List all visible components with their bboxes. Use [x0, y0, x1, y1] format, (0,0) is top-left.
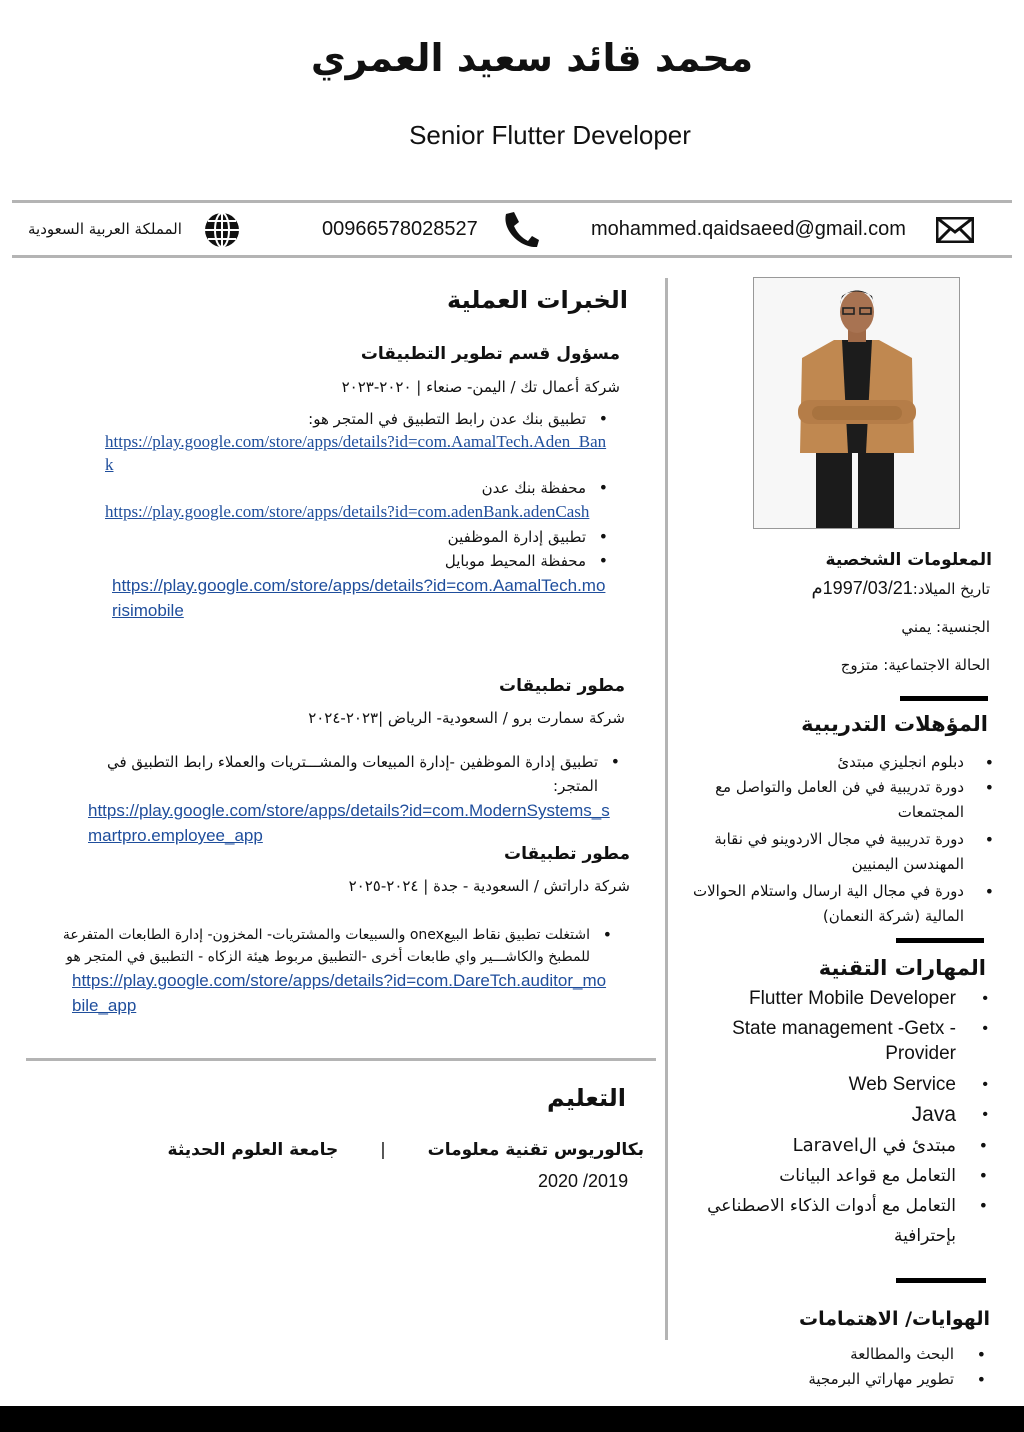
list-item: • محفظة المحيط موبايل: [78, 549, 608, 573]
contact-bottom-rule: [12, 255, 1012, 258]
list-item: • State management -Getx - Provider: [672, 1016, 988, 1066]
globe-icon: [203, 211, 241, 249]
bottom-bar: [0, 1406, 1024, 1432]
training-list: [672, 750, 994, 929]
list-item: • تطبيق بنك عدن رابط التطبيق في المتجر هو:: [78, 408, 608, 430]
list-item: • التعامل مع قواعد البيانات: [672, 1161, 988, 1191]
list-item: • Java: [672, 1101, 988, 1128]
separator: |: [380, 1140, 386, 1160]
degree-name: بكالوريوس تقنية معلومات: [427, 1140, 644, 1160]
list-item: • محفظة بنك عدن: [78, 476, 608, 500]
personal-info-heading: المعلومات الشخصية: [825, 550, 992, 570]
list-item: • تطبيق إدارة الموظفين: [78, 525, 608, 549]
list-item-link-wrap: [105, 430, 608, 476]
list-item: • تطوير مهاراتي البرمجية: [760, 1367, 986, 1392]
email-address[interactable]: mohammed.qaidsaeed@gmail.com: [591, 218, 906, 240]
profile-photo: [753, 277, 960, 529]
list-item: • Web Service: [672, 1072, 988, 1097]
list-item-link-wrap: [105, 573, 608, 623]
list-item: • دورة في مجال الية ارسال واستلام الحوالات المالية (شركة النعمان): [672, 879, 994, 929]
nationality: الجنسية: يمني: [901, 618, 990, 636]
phone-icon: [500, 210, 540, 248]
education-heading: التعليم: [547, 1084, 626, 1112]
section-bar: [900, 696, 988, 701]
job-3-title: مطور تطبيقات: [504, 844, 630, 864]
experience-heading: الخبرات العملية: [447, 286, 628, 314]
job-2-meta: شركة سمارت برو / السعودية- الرياض |٢٠٢٣-٢٠٢٤: [308, 709, 625, 727]
birth-date-line: [700, 578, 990, 599]
birth-label: تاريخ الميلاد:: [912, 580, 990, 598]
candidate-name: محمد قائد سعيد العمري: [310, 36, 754, 80]
job-3-list: [24, 924, 612, 1018]
birth-value: 1997/03/21م: [811, 578, 913, 598]
job-title: Senior Flutter Developer: [409, 120, 691, 150]
column-divider: [665, 278, 668, 1340]
location-text: المملكة العربية السعودية: [28, 220, 182, 238]
list-item: • Flutter Mobile Developer: [672, 986, 988, 1011]
job-1-title: مسؤول قسم تطوير التطبيقات: [360, 344, 620, 364]
job-1-list: [78, 408, 608, 623]
section-bar: [896, 938, 984, 943]
job-2-title: مطور تطبيقات: [499, 676, 625, 696]
list-item-link-wrap: [105, 500, 608, 523]
daretch-link[interactable]: https://play.google.com/store/apps/details?id=com.DareTch.auditor_mobile_app: [72, 971, 607, 1015]
skills-heading: المهارات التقنية: [818, 956, 986, 980]
morisi-mobile-link[interactable]: https://play.google.com/store/apps/details?id=com.AamalTech.morisimobile: [112, 576, 606, 620]
aden-cash-link[interactable]: https://play.google.com/store/apps/details?id=com.adenBank.adenCash: [105, 502, 590, 521]
list-item: • تطبيق إدارة الموظفين -إدارة المبيعات والمشـــتريات والعملاء رابط التطبيق في المتجر:: [60, 750, 620, 798]
phone-number[interactable]: 00966578028527: [322, 218, 478, 240]
education-line: [167, 1140, 644, 1160]
list-item: • دورة تدريبية في فن العامل والتواصل مع المجتمعات: [672, 775, 994, 825]
list-item-link-wrap: [56, 968, 612, 1018]
list-item: • دبلوم انجليزي مبتدئ: [672, 750, 994, 775]
mail-icon: [936, 217, 974, 243]
section-bar: [896, 1278, 986, 1283]
job-3-meta: شركة داراتش / السعودية - جدة | ٢٠٢٤-٢٠٢٥: [348, 877, 630, 895]
list-item-link-wrap: [88, 798, 620, 848]
list-item: • دورة تدريبية في مجال الاردوينو في نقابة المهندسن اليمنيين: [672, 827, 994, 877]
skills-list: [672, 986, 988, 1251]
person-photo-icon: [754, 278, 959, 528]
training-heading: المؤهلات التدريبية: [801, 712, 988, 736]
section-divider: [26, 1058, 656, 1061]
job-2-list: [60, 750, 620, 848]
marital-status: الحالة الاجتماعية: متزوج: [840, 656, 990, 674]
hobbies-heading: الهوايات/ الاهتمامات: [799, 1308, 990, 1330]
job-1-meta: شركة أعمال تك / اليمن- صنعاء | ٢٠٢٠-٢٠٢٣: [341, 378, 620, 396]
list-item: • اشتغلت تطبيق نقاط البيعonex والسبيعات والمشتريات- المخزون- إدارة الطابعات المتفرعة للمطبخ والكاشـــير واي طابعات أخرى -التطبيق مربوط هيئة الزكاه - التطبيق في المتجر هو: [24, 924, 612, 968]
aden-bank-link[interactable]: https://play.google.com/store/apps/details?id=com.AamalTech.Aden_Bank: [105, 432, 607, 474]
smartpro-link[interactable]: https://play.google.com/store/apps/details?id=com.ModernSystems_smartpro.employee_app: [88, 801, 610, 845]
list-item: • التعامل مع أدوات الذكاء الاصطناعي بإحترافية: [672, 1191, 988, 1251]
contact-top-rule: [12, 200, 1012, 203]
university-name: جامعة العلوم الحديثة: [167, 1140, 339, 1160]
list-item: • البحث والمطالعة: [760, 1342, 986, 1367]
hobbies-list: [760, 1342, 986, 1392]
education-years: 2020 /2019: [538, 1171, 629, 1191]
list-item: • مبتدئ في الLaravel: [672, 1131, 988, 1161]
